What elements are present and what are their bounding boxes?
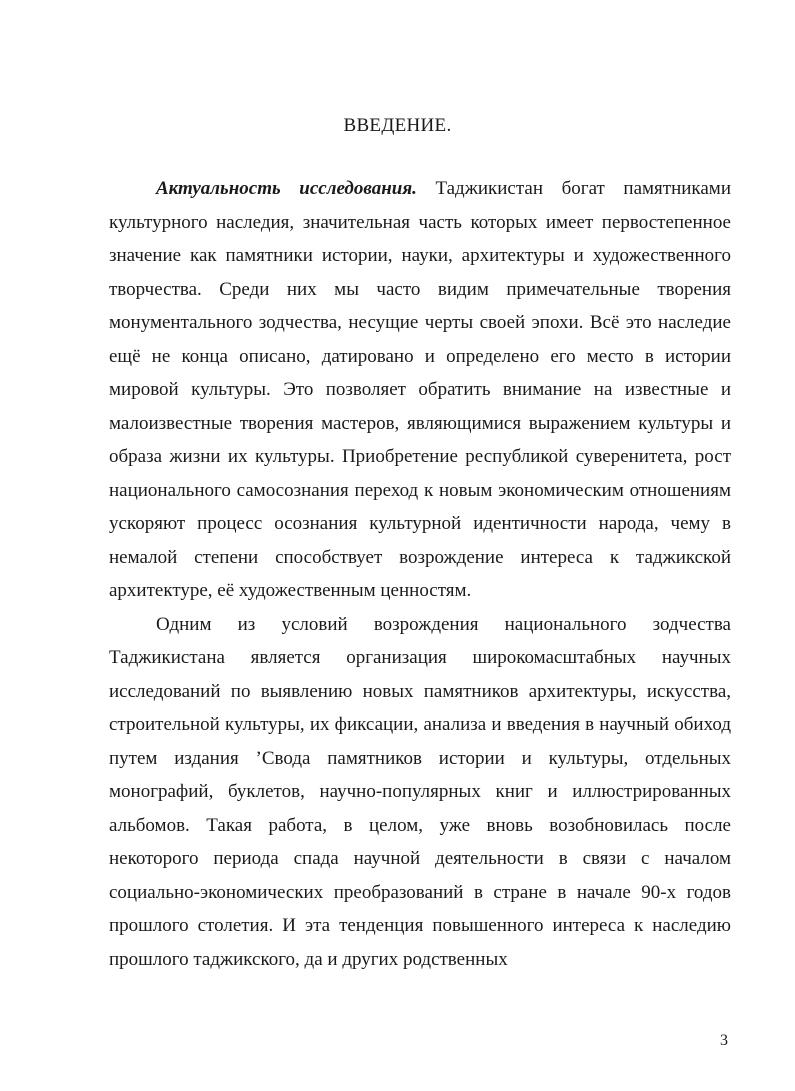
- paragraph-relevance: [109, 172, 731, 608]
- paragraph-text: Одним из условий возрождения национального зодчества Таджикистана является организация широкомасштабных научных исследований по выявлению новых памятников архитектуры, искусства, строительной культуры, их фиксации, анализа и введения в научный обиход путем издания ’Свода памятников истории и культуры, отдельных монографий, буклетов, научно-популярных книг и иллюстрированных альбомов. Такая работа, в целом, уже вновь возобновилась после некоторого периода спада научной деятельности в связи с началом социально-экономических преобразований в стране в начале 90-х годов прошлого столетия. И эта тенденция повышенного интереса к наследию прошлого таджикского, да и других родственных: [109, 613, 731, 970]
- page-number: 3: [720, 1032, 728, 1049]
- paragraph-lead: Актуальность исследования.: [156, 178, 417, 199]
- body-text: [109, 172, 731, 976]
- section-title: ВВЕДЕНИЕ.: [343, 115, 452, 136]
- paragraph-revival: [109, 608, 731, 977]
- paragraph-text: Таджикистан богат памятниками культурного наследия, значительная часть которых имеет первостепенное значение как памятники истории, науки, архитектуры и художественного творчества. Среди них мы часто видим примечательные творения монументального зодчества, несущие черты своей эпохи. Всё это наследие ещё не конца описано, датировано и определено его место в истории мировой культуры. Это позволяет обратить внимание на известные и малоизвестные творения мастеров, являющимися выражением культуры и образа жизни их культуры. Приобретение республикой суверенитета, рост национального самосознания переход к новым экономическим отношениям ускоряют процесс осознания культурной идентичности народа, чему в немалой степени способствует возрождение интереса к таджикской архитектуре, её художественным ценностям.: [109, 178, 731, 601]
